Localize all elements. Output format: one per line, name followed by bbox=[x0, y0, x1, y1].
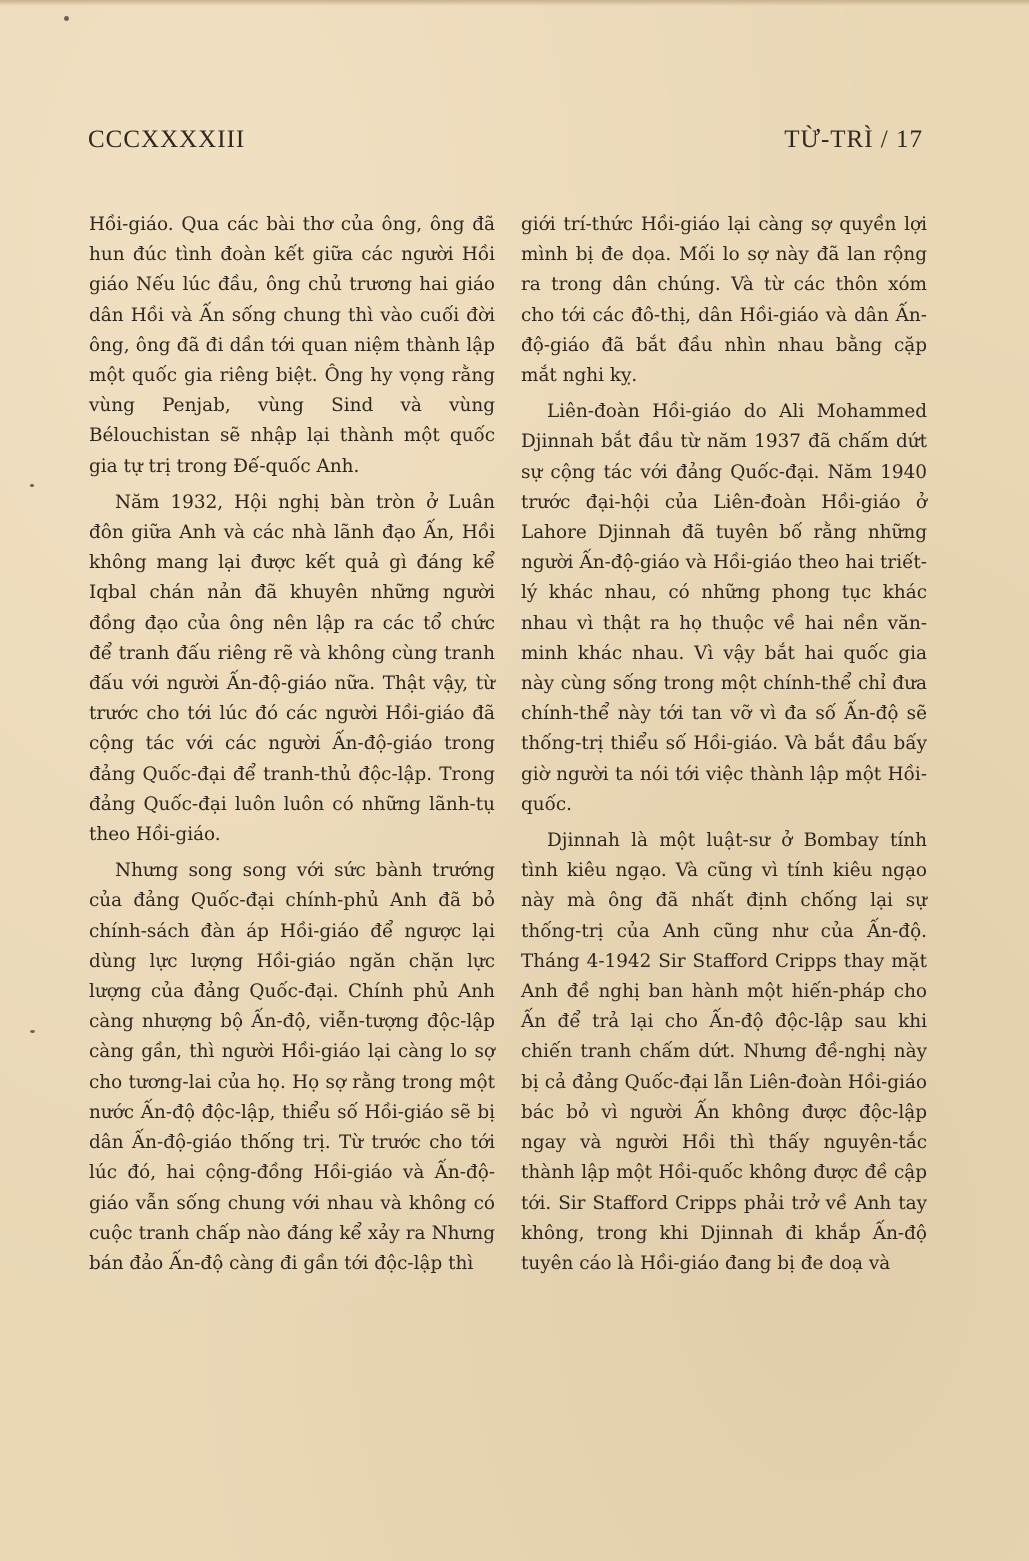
ink-speck bbox=[30, 1030, 35, 1033]
ink-speck bbox=[30, 484, 34, 487]
page-top-edge bbox=[0, 0, 1029, 6]
paragraph: giới trí-thức Hồi-giáo lại càng sợ quyền lợi mình bị đe dọa. Mối lo sợ này đã lan rộng ra trong dân chúng. Và từ các thôn xóm cho tới các đô-thị, dân Hồi-giáo và dân Ấn-độ-giáo đã bắt đầu nhìn nhau bằng cặp mắt nghi kỵ. bbox=[521, 214, 927, 387]
running-head-page-number: CCCXXXXIII bbox=[88, 126, 246, 153]
running-head-title: TỪ-TRÌ / 17 bbox=[784, 126, 923, 153]
paragraph: Djinnah là một luật-sư ở Bombay tính tình kiêu ngạo. Và cũng vì tính kiêu ngạo này mà ông đã nhất định chống lại sự thống-trị của Anh cũng như của Ấn-độ. Tháng 4-1942 Sir Stafford Cripps thay mặt Anh đề nghị ban hành một hiến-pháp cho Ấn để trả lại cho Ấn-độ độc-lập sau khi chiến tranh chấm dứt. Nhưng đề-nghị này bị cả đảng Quốc-đại lẫn Liên-đoàn Hồi-giáo bác bỏ vì người Ấn không được độc-lập ngay và người Hồi thì thấy nguyên-tắc thành lập một Hồi-quốc không được đề cập tới. Sir Stafford Cripps phải trở về Anh tay không, trong khi Djinnah đi khắp Ấn-độ tuyên cáo là Hồi-giáo đang bị đe doạ và bbox=[521, 830, 927, 1274]
paragraph: Nhưng song song với sức bành trướng của đảng Quốc-đại chính-phủ Anh đã bỏ chính-sách đàn áp Hồi-giáo để ngược lại dùng lực lượng Hồi-giáo ngăn chặn lực lượng của đảng Quốc-đại. Chính phủ Anh càng nhượng bộ Ấn-độ, viễn-tượng độc-lập càng gần, thì người Hồi-giáo lại càng lo sợ cho tương-lai của họ. Họ sợ rằng trong một nước Ấn-độ độc-lập, thiểu số Hồi-giáo sẽ bị dân Ấn-độ-giáo thống trị. Từ trước cho tới lúc đó, hai cộng-đồng Hồi-giáo và Ấn-độ-giáo vẫn sống chung với nhau và không có cuộc tranh chấp nào đáng kể xảy ra Nhưng bán đảo Ấn-độ càng đi gần tới độc-lập thì bbox=[89, 860, 495, 1274]
text-column-left bbox=[89, 210, 495, 1285]
ink-speck bbox=[64, 16, 69, 21]
paragraph: Năm 1932, Hội nghị bàn tròn ở Luân đôn giữa Anh và các nhà lãnh đạo Ấn, Hồi không mang lại được kết quả gì đáng kể Iqbal chán nản đã khuyên những người đồng đạo của ông nên lập ra các tổ chức để tranh đấu riêng rẽ và không cùng tranh đấu với người Ấn-độ-giáo nữa. Thật vậy, từ trước cho tới lúc đó các người Hồi-giáo đã cộng tác với các người Ấn-độ-giáo trong đảng Quốc-đại để tranh-thủ độc-lập. Trong đảng Quốc-đại luôn luôn có những lãnh-tụ theo Hồi-giáo. bbox=[89, 491, 495, 846]
paragraph: Liên-đoàn Hồi-giáo do Ali Mohammed Djinnah bắt đầu từ năm 1937 đã chấm dứt sự cộng tác với đảng Quốc-đại. Năm 1940 trước đại-hội của Liên-đoàn Hồi-giáo ở Lahore Djinnah đã tuyên bố rằng những người Ấn-độ-giáo và Hồi-giáo theo hai triết-lý khác nhau, có những phong tục khác nhau vì thật ra họ thuộc về hai nền văn-minh khác nhau. Vì vậy bắt hai quốc gia này cùng sống trong một chính-thể chỉ đưa chính-thể này tới tan vỡ vì đa số Ấn-độ sẽ thống-trị thiểu số Hồi-giáo. Và bắt đầu bấy giờ người ta nói tới việc thành lập một Hồi-quốc. bbox=[521, 401, 927, 815]
text-column-right bbox=[521, 210, 927, 1285]
paragraph: Hồi-giáo. Qua các bài thơ của ông, ông đã hun đúc tình đoàn kết giữa các người Hồi giáo Nếu lúc đầu, ông chủ trương hai giáo dân Hồi và Ấn sống chung thì vào cuối đời ông, ông đã đi dần tới quan niệm thành lập một quốc gia riêng biệt. Ông hy vọng rằng vùng Penjab, vùng Sind và vùng Bélouchistan sẽ nhập lại thành một quốc gia tự trị trong Đế-quốc Anh. bbox=[89, 214, 495, 477]
